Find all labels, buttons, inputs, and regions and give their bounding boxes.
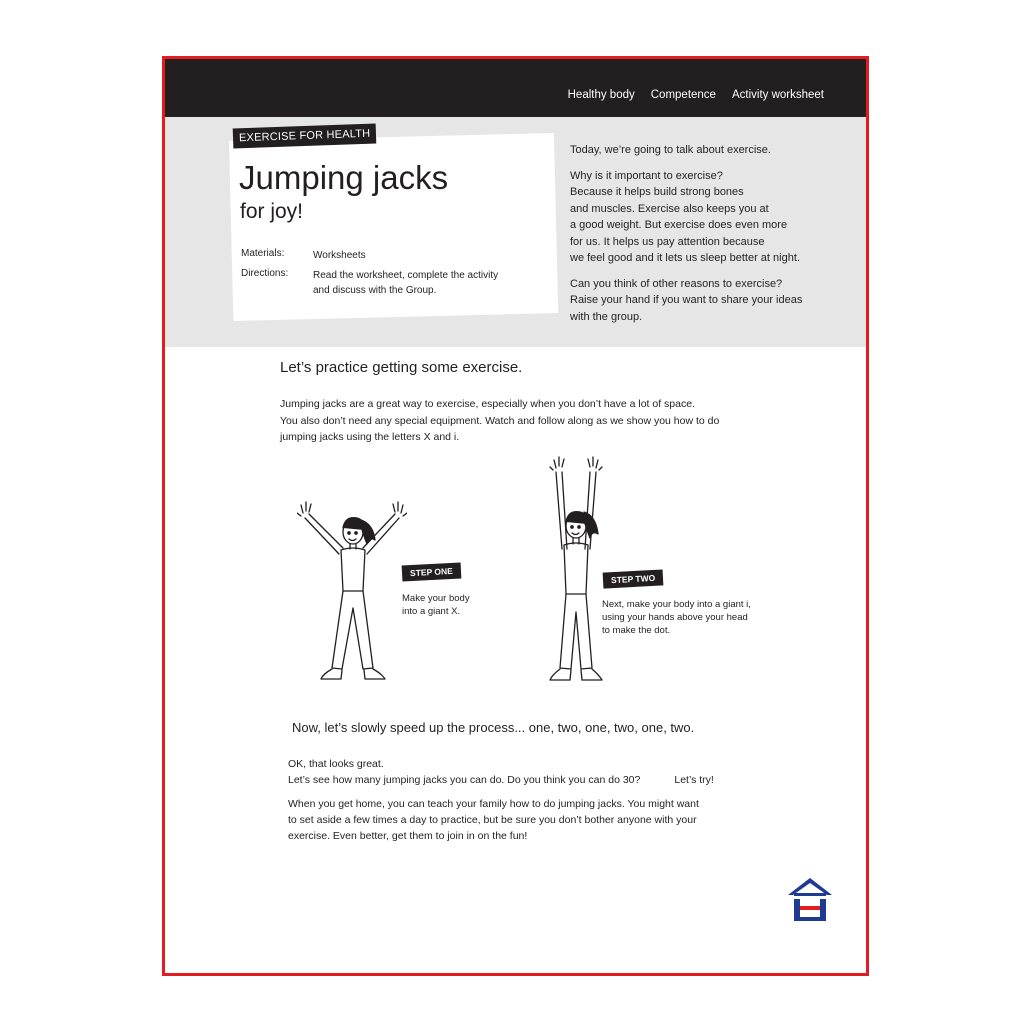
practice-line: jumping jacks using the letters X and i. bbox=[280, 431, 460, 443]
nav-competence[interactable]: Competence bbox=[650, 89, 716, 101]
directions-row bbox=[241, 268, 513, 298]
closing-line: exercise. Even better, get them to join in on the fun! bbox=[288, 830, 528, 842]
closing-line: OK, that looks great. bbox=[288, 758, 384, 770]
intro-line: Can you think of other reasons to exercise? bbox=[570, 277, 783, 290]
directions-value bbox=[313, 268, 513, 298]
intro-line: a good weight. But exercise does even more bbox=[570, 219, 788, 231]
step-one-line: Make your body bbox=[402, 593, 470, 604]
closing-text bbox=[288, 756, 748, 852]
speedup-heading: Now, let’s slowly speed up the process... one, two, one, two, one, two. bbox=[292, 720, 695, 735]
worksheet-page bbox=[162, 56, 869, 976]
closing-line: to set aside a few times a day to practice, but be sure you don’t bother anyone with your bbox=[288, 814, 697, 826]
intro-text bbox=[570, 142, 830, 334]
practice-line: You also don’t need any special equipment. Watch and follow along as we show you how to do bbox=[280, 414, 720, 427]
directions-label: Directions: bbox=[241, 268, 289, 279]
step-two-text bbox=[602, 598, 777, 637]
step-one-badge: STEP ONE bbox=[402, 562, 462, 581]
step-one-line: into a giant X. bbox=[402, 606, 461, 617]
step-two-line: Next, make your body into a giant i, bbox=[602, 599, 751, 610]
nav-healthy-body[interactable]: Healthy body bbox=[567, 89, 635, 101]
closing-line: Let’s see how many jumping jacks you can do. Do you think you can do 30? bbox=[288, 774, 641, 786]
intro-line: Raise your hand if you want to share your ideas bbox=[570, 294, 803, 306]
jumping-jack-x-figure bbox=[297, 496, 407, 701]
intro-line: for us. It helps us pay attention because bbox=[570, 235, 765, 248]
intro-paragraph-2 bbox=[570, 168, 830, 267]
step-one-text bbox=[402, 592, 562, 618]
materials-row bbox=[241, 248, 513, 263]
lets-try-text: Let’s try! bbox=[674, 774, 714, 786]
intro-paragraph-1: Today, we’re going to talk about exercise. bbox=[570, 144, 771, 156]
house-logo-icon bbox=[785, 875, 835, 923]
closing-line: When you get home, you can teach your family how to do jumping jacks. You might want bbox=[288, 798, 699, 810]
step-two-badge: STEP TWO bbox=[603, 569, 664, 588]
step-two-line: to make the dot. bbox=[602, 625, 671, 636]
practice-line: Jumping jacks are a great way to exercise, especially when you don’t have a lot of space. bbox=[280, 398, 695, 410]
page-subtitle: for joy! bbox=[240, 200, 304, 223]
intro-line: and muscles. Exercise also keeps you at bbox=[570, 202, 769, 215]
top-bar bbox=[165, 59, 866, 117]
practice-paragraph bbox=[280, 396, 750, 446]
step-two-line: using your hands above your head bbox=[602, 612, 748, 623]
materials-value: Worksheets bbox=[313, 250, 366, 261]
materials-label: Materials: bbox=[241, 248, 285, 259]
nav-activity-worksheet[interactable]: Activity worksheet bbox=[731, 89, 824, 101]
category-badge: EXERCISE FOR HEALTH bbox=[233, 124, 377, 149]
intro-line: Because it helps build strong bones bbox=[570, 186, 744, 198]
intro-paragraph-3 bbox=[570, 276, 830, 326]
practice-heading: Let’s practice getting some exercise. bbox=[280, 359, 523, 376]
directions-line-2: and discuss with the Group. bbox=[313, 285, 437, 296]
top-nav bbox=[568, 89, 824, 101]
closing-paragraph-2 bbox=[288, 796, 748, 844]
closing-paragraph-1 bbox=[288, 756, 748, 788]
page-title: Jumping jacks bbox=[239, 159, 449, 196]
intro-line: with the group. bbox=[570, 310, 643, 323]
intro-line: we feel good and it lets us sleep better at night. bbox=[570, 252, 800, 264]
directions-line-1: Read the worksheet, complete the activity bbox=[313, 270, 499, 281]
intro-line: Why is it important to exercise? bbox=[570, 169, 723, 182]
